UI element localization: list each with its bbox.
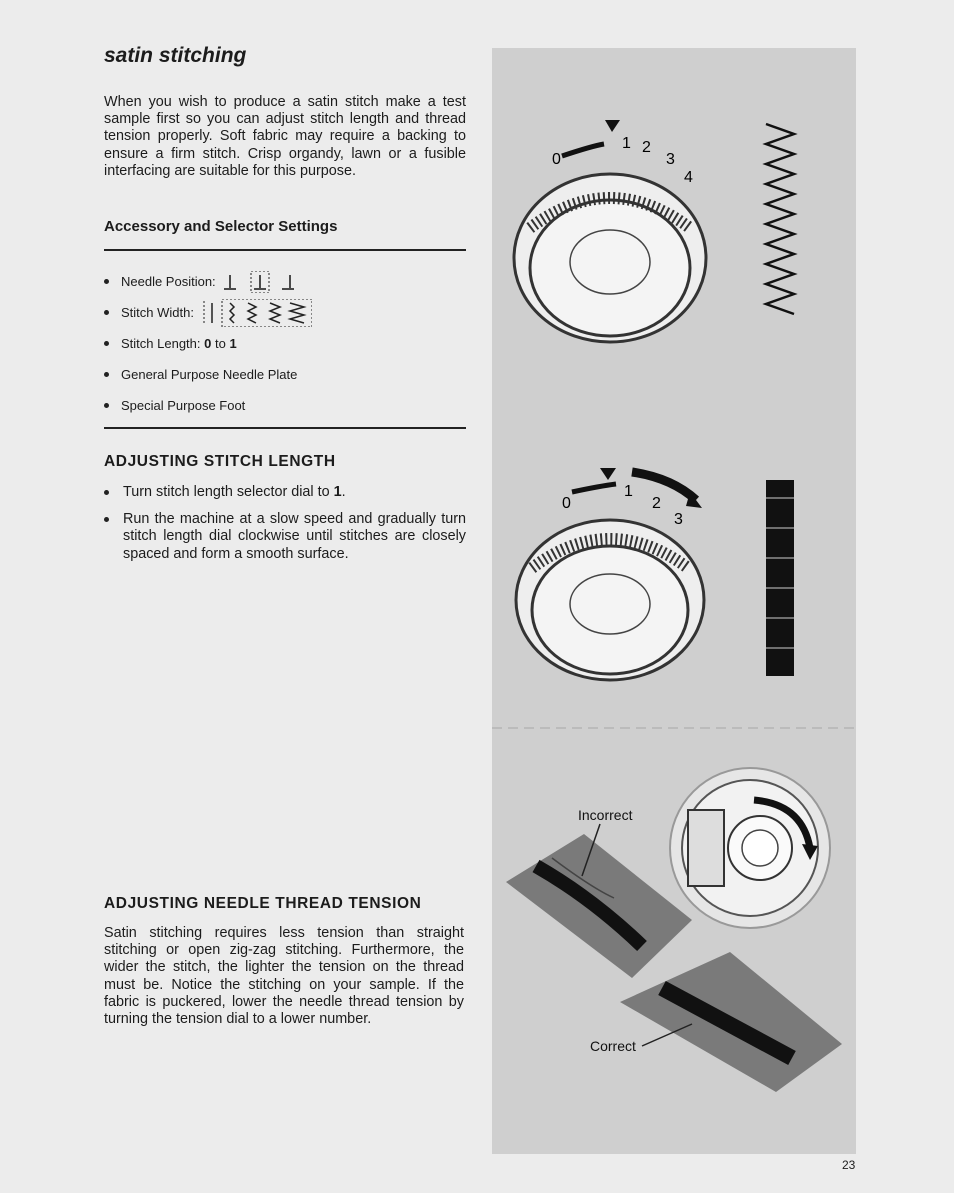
- bullet: [104, 372, 109, 377]
- open-zigzag-sample: [766, 124, 794, 314]
- tension-dial: [670, 768, 830, 928]
- needle-position-icon: [224, 271, 298, 293]
- stitch-length-label: Stitch Length:: [121, 336, 201, 351]
- stitch-width-label: Stitch Width:: [121, 305, 194, 320]
- step1-end: .: [341, 484, 346, 500]
- bullet: [104, 310, 109, 315]
- settings-list: [104, 266, 466, 421]
- incorrect-label: Incorrect: [578, 807, 633, 823]
- stitch-length-dial-1: [514, 120, 706, 342]
- dial1-number-3: 3: [666, 151, 675, 168]
- illustrations: [492, 48, 856, 1154]
- page-title: satin stitching: [104, 44, 247, 67]
- tension-heading: ADJUSTING NEEDLE THREAD TENSION: [104, 895, 422, 912]
- step2-text: Run the machine at a slow speed and gradually turn stitch length dial clockwise until stitches are closely spaced and form a smooth surface.: [123, 511, 466, 562]
- stitch-length-steps: [104, 484, 466, 573]
- needle-plate-label: General Purpose Needle Plate: [121, 367, 298, 382]
- stitch-length-from: 0: [204, 336, 212, 351]
- dial1-number-2: 2: [642, 139, 651, 156]
- incorrect-fabric-sample: [506, 824, 692, 978]
- stitch-length-heading: ADJUSTING STITCH LENGTH: [104, 453, 336, 470]
- setting-stitch-length: [104, 328, 466, 359]
- stitch-length-step-1: [104, 484, 466, 501]
- bullet: [104, 341, 109, 346]
- settings-heading: Accessory and Selector Settings: [104, 218, 338, 235]
- bullet: [104, 490, 109, 495]
- illustration-panel: [492, 48, 856, 1154]
- stitch-length-dial-2: [516, 468, 704, 680]
- setting-needle-plate: [104, 359, 466, 390]
- satin-stitch-sample: [766, 480, 794, 676]
- step1-value: 1: [333, 484, 342, 500]
- bullet: [104, 279, 109, 284]
- setting-stitch-width: [104, 297, 466, 328]
- dial2-number-2: 2: [652, 495, 661, 512]
- dial1-number-1: 1: [622, 135, 631, 152]
- dial2-number-3: 3: [674, 511, 683, 528]
- correct-fabric-sample: [620, 952, 842, 1092]
- stitch-length-to-word: to: [214, 336, 226, 351]
- dial2-number-0: 0: [562, 495, 571, 512]
- settings-bottom-rule: [104, 427, 466, 429]
- settings-top-rule: [104, 249, 466, 251]
- stitch-length-to: 1: [229, 336, 237, 351]
- stitch-length-step-2: [104, 511, 466, 563]
- tension-paragraph: Satin stitching requires less tension than straight stitching or open zig-zag stitching. Furthermore, the wider the stitch, the lighter the tension on the thread must be. Notice the stitching on your sample. If the fabric is puckered, lower the needle thread tension by turning the tension dial to a lower number.: [104, 925, 464, 1028]
- page-number: 23: [842, 1158, 856, 1172]
- dial1-number-4: 4: [684, 169, 693, 186]
- setting-foot: [104, 390, 466, 421]
- stitch-width-zigzag-icon: [202, 299, 312, 327]
- correct-label: Correct: [590, 1038, 636, 1054]
- bullet: [104, 517, 109, 522]
- intro-paragraph: When you wish to produce a satin stitch make a test sample first so you can adjust stitch length and thread tension properly. Soft fabric may require a backing to ensure a firm stitch. Crisp organdy, lawn or a fusible interfacing are suitable for this purpose.: [104, 94, 466, 179]
- needle-position-label: Needle Position:: [121, 274, 216, 289]
- dial2-number-1: 1: [624, 483, 633, 500]
- step1-text: Turn stitch length selector dial to: [123, 484, 330, 500]
- setting-needle-position: [104, 266, 466, 297]
- foot-label: Special Purpose Foot: [121, 398, 246, 413]
- dial1-number-0: 0: [552, 151, 561, 168]
- bullet: [104, 403, 109, 408]
